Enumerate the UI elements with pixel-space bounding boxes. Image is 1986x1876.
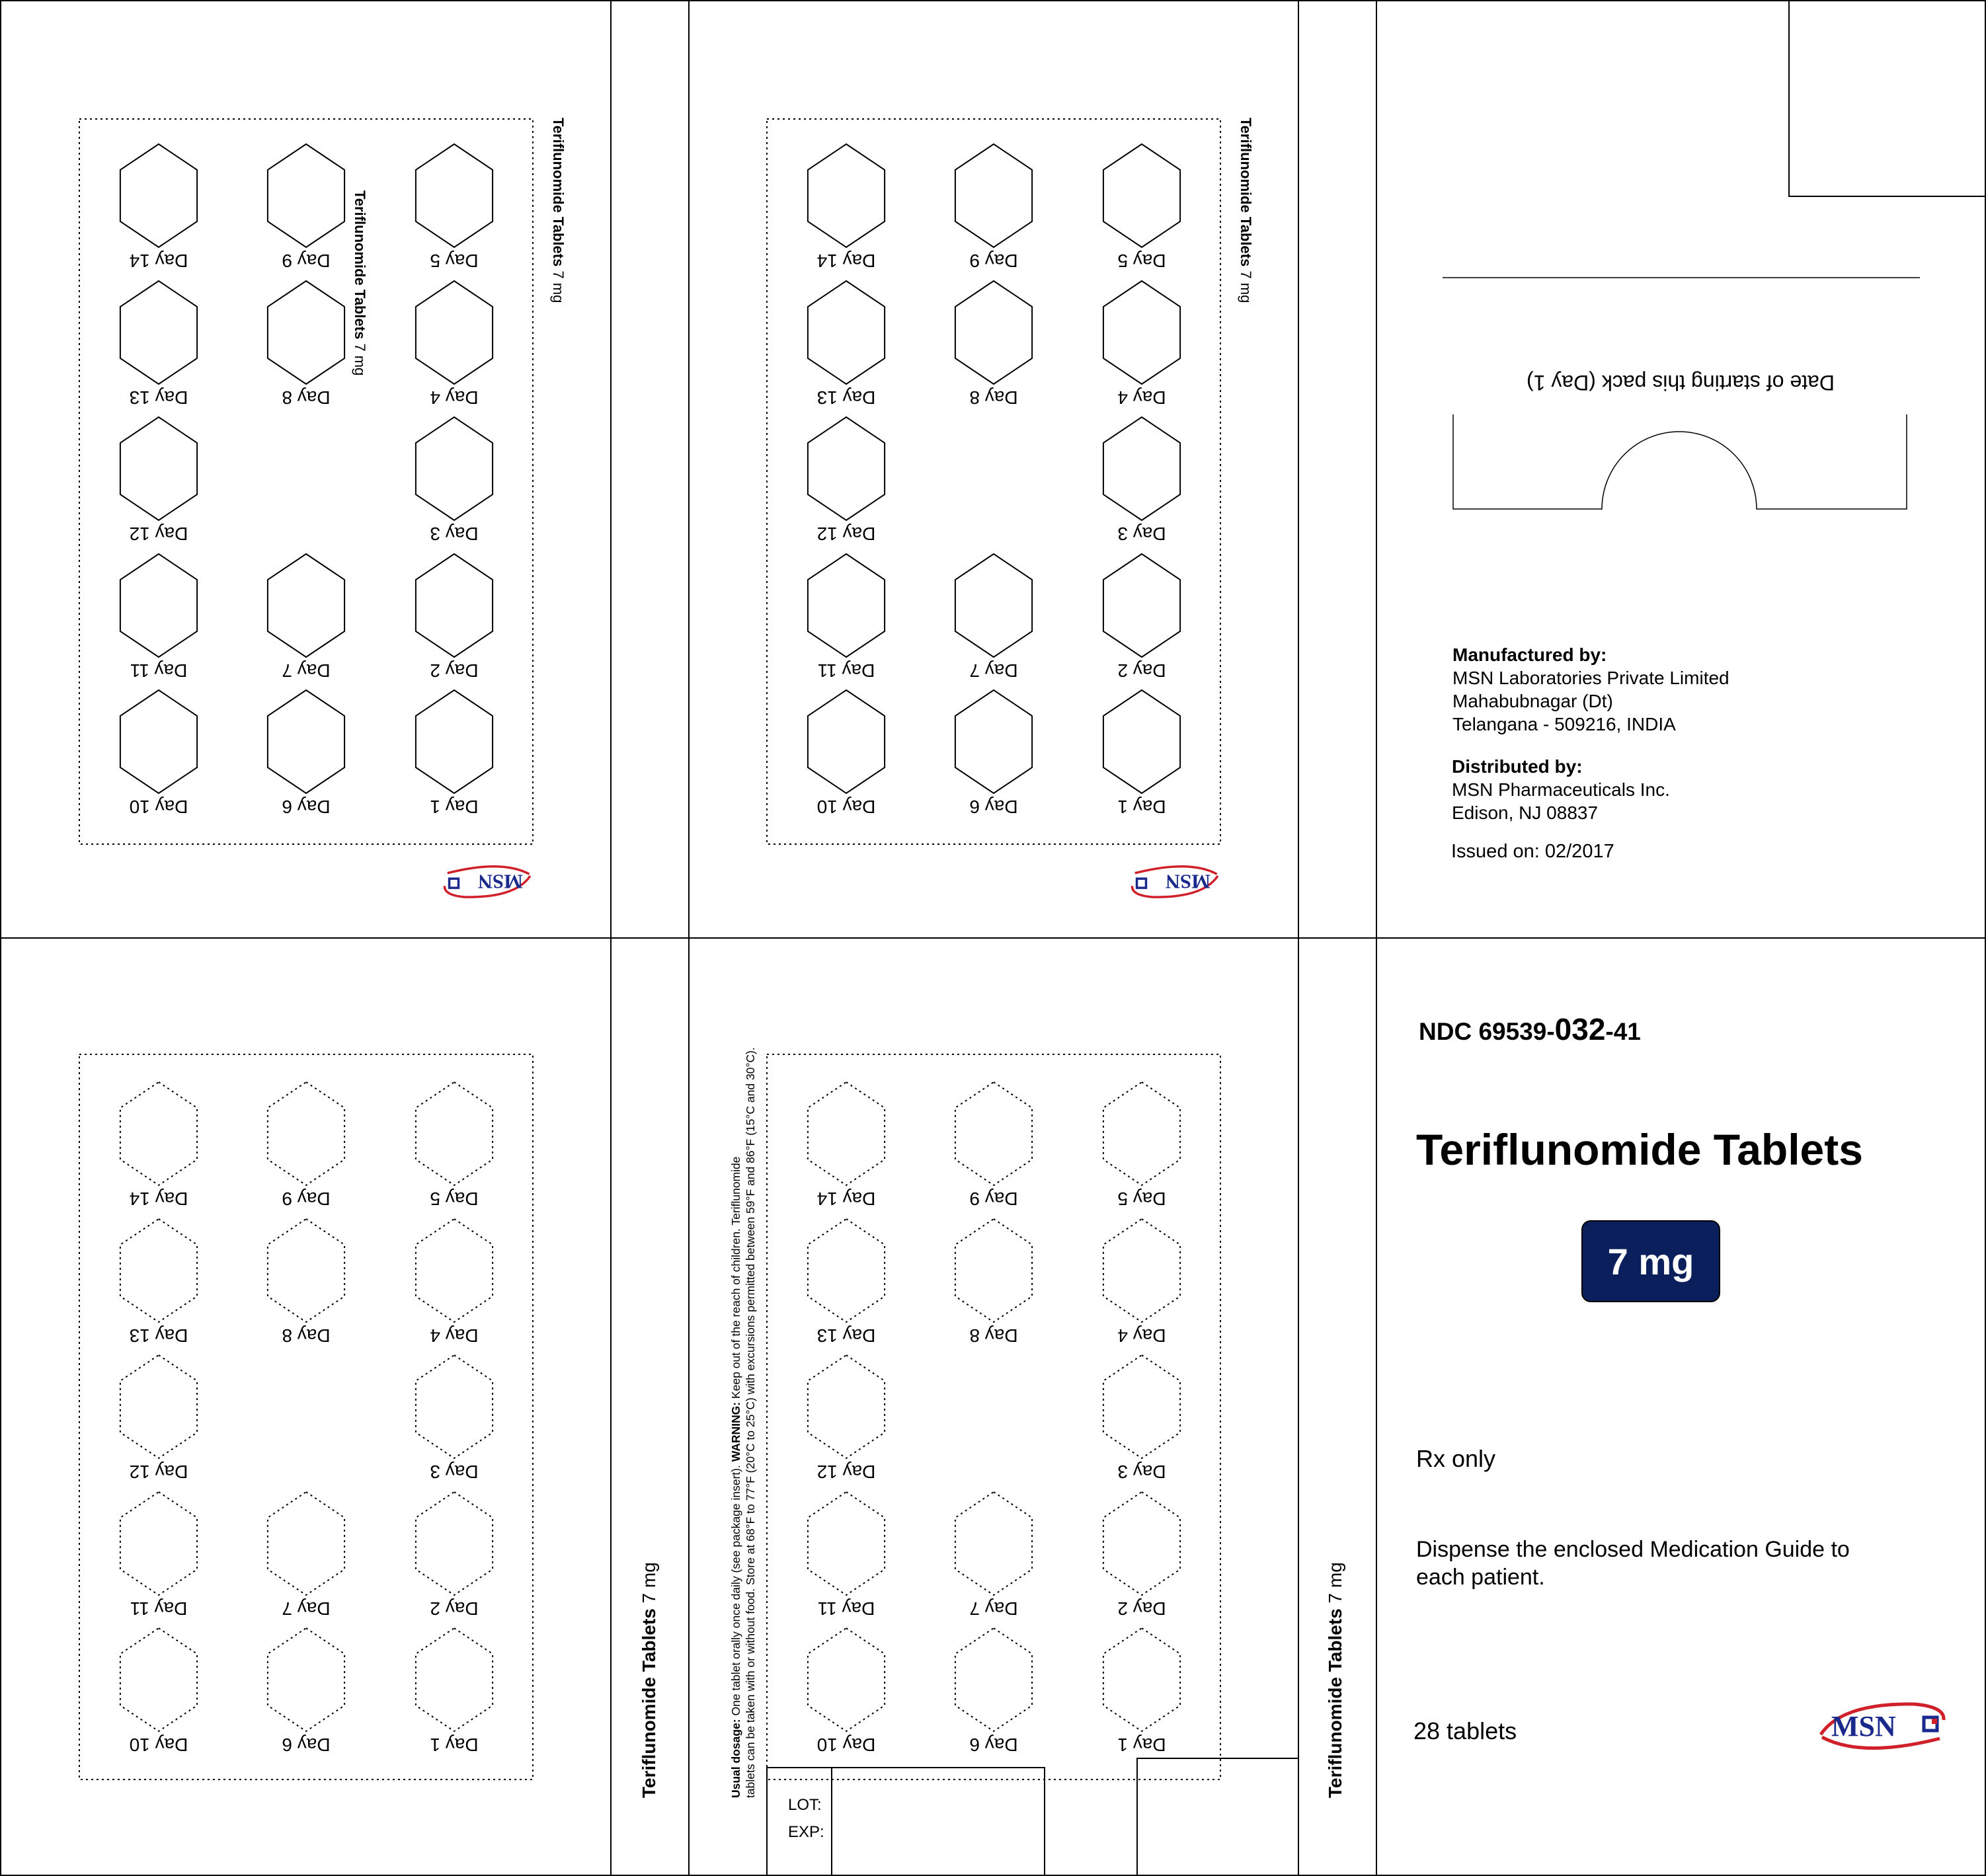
manufacturer-heading: Manufactured by: — [1452, 645, 1607, 665]
day-label-bm-d3: Day 3 — [1117, 1462, 1166, 1482]
blister-cavity-tm-d3 — [1103, 417, 1180, 520]
exp-label: EXP: — [788, 1823, 824, 1841]
blister-cavity-tl-d10 — [120, 690, 197, 793]
distributor-line-1: MSN Pharmaceuticals Inc. — [1452, 779, 1670, 800]
blister-cavity-bl-d13 — [120, 1219, 197, 1322]
day-label-tl-d5: Day 5 — [430, 251, 479, 271]
blister-label-1b-normal: 7 mg — [550, 266, 567, 303]
msn-logo-front — [1815, 1698, 1948, 1758]
blister-cavity-tl-d2 — [416, 554, 493, 657]
day-label-tm-d11: Day 11 — [817, 660, 875, 681]
blister-label-2-bold: Teriflunomide Tablets — [1238, 118, 1254, 267]
day-label-bl-d1: Day 1 — [430, 1735, 479, 1755]
day-label-tl-d4: Day 4 — [430, 387, 479, 408]
msn-logo-front-text: MSN — [1831, 1710, 1896, 1742]
msn-logo-blister-1-text: MSN — [477, 870, 523, 893]
day-label-bl-d13: Day 13 — [129, 1325, 188, 1346]
day-label-tl-d12: Day 12 — [129, 524, 188, 544]
blister-cavity-bm-d3 — [1103, 1355, 1180, 1458]
blister-cavity-bm-d4 — [1103, 1219, 1180, 1322]
day-label-bl-d3: Day 3 — [430, 1462, 479, 1482]
day-label-tm-d8: Day 8 — [969, 387, 1018, 408]
msn-logo-blister-2 — [1129, 859, 1222, 902]
blister-label-1-bold: Teriflunomide Tablets — [352, 190, 368, 340]
usage-text — [729, 1047, 758, 1798]
day-label-bm-d6: Day 6 — [969, 1735, 1018, 1755]
day-label-tm-d1: Day 1 — [1117, 797, 1166, 817]
day-label-bm-d8: Day 8 — [969, 1325, 1018, 1346]
blister-cavity-bm-d1 — [1103, 1628, 1180, 1731]
blister-cavity-bm-d12 — [808, 1355, 885, 1458]
blister-cavity-tm-d4 — [1103, 281, 1180, 384]
blister-cavity-bm-d11 — [808, 1492, 885, 1595]
blister-cavity-tl-d9 — [268, 144, 344, 247]
day-label-bl-d12: Day 12 — [129, 1462, 188, 1482]
blister-cavity-bl-d5 — [416, 1082, 493, 1185]
blister-cavity-tl-d4 — [416, 281, 493, 384]
blister-label-1b — [544, 118, 567, 488]
tablet-count: 28 tablets — [1413, 1717, 1517, 1744]
blister-cavity-bl-d2 — [416, 1492, 493, 1595]
blister-cavity-tm-d8 — [955, 281, 1032, 384]
blister-cavity-tl-d3 — [416, 417, 493, 520]
ndc-number — [1419, 1011, 1641, 1047]
msn-logo-blister-2-text: MSN — [1165, 870, 1211, 893]
issued-date: Issued on: 02/2017 — [1451, 841, 1614, 862]
day-label-bl-d4: Day 4 — [430, 1325, 479, 1346]
day-label-tm-d9: Day 9 — [969, 251, 1018, 271]
distributor-block — [1452, 755, 1670, 824]
ndc-prefix: NDC 69539- — [1419, 1018, 1555, 1045]
day-label-tm-d7: Day 7 — [969, 660, 1018, 681]
blister-cavity-tm-d6 — [955, 690, 1032, 793]
blister-cavity-bl-d4 — [416, 1219, 493, 1322]
side-flap-right-bold: Teriflunomide Tablets — [1325, 1608, 1345, 1798]
day-label-bl-d8: Day 8 — [282, 1325, 331, 1346]
day-label-tm-d13: Day 13 — [816, 387, 876, 408]
usage-line-1: Usual dosage: One tablet orally once daily (see package insert). WARNING: Keep out of the reach of children. Teriflunomide — [729, 1156, 742, 1798]
blister-cavity-bm-d7 — [955, 1492, 1032, 1595]
day-label-bm-d12: Day 12 — [816, 1462, 876, 1482]
msn-logo-blister-2-graphic — [1129, 859, 1222, 902]
product-title: Teriflunomide Tablets — [1416, 1125, 1863, 1174]
day-label-tm-d3: Day 3 — [1117, 524, 1166, 544]
blister-cavity-tm-d7 — [955, 554, 1032, 657]
blister-label-1b-bold: Teriflunomide Tablets — [550, 118, 567, 267]
blister-cavity-bl-d6 — [268, 1628, 344, 1731]
blister-label-2-normal: 7 mg — [1238, 266, 1254, 303]
day-label-bl-d5: Day 5 — [430, 1189, 479, 1209]
blister-cavity-tm-d1 — [1103, 690, 1180, 793]
day-label-bl-d2: Day 2 — [430, 1598, 479, 1619]
day-label-bm-d7: Day 7 — [969, 1598, 1018, 1619]
distributor-heading: Distributed by: — [1452, 756, 1583, 777]
blister-cavity-bm-d5 — [1103, 1082, 1180, 1185]
blister-cavity-tm-d9 — [955, 144, 1032, 247]
start-date-label: Date of starting this pack (Day 1) — [1527, 371, 1835, 395]
blister-cavity-bl-d14 — [120, 1082, 197, 1185]
blister-cavity-tm-d5 — [1103, 144, 1180, 247]
blister-cavity-bl-d8 — [268, 1219, 344, 1322]
blister-label-2 — [1232, 118, 1254, 488]
day-label-bl-d7: Day 7 — [282, 1598, 331, 1619]
strength-badge: 7 mg — [1581, 1220, 1720, 1302]
day-label-tm-d6: Day 6 — [969, 797, 1018, 817]
blister-cavity-tl-d14 — [120, 144, 197, 247]
blister-cavity-tm-d12 — [808, 417, 885, 520]
usage-line-2: tablets can be taken with or without food. Store at 68°F to 77°F (20°C to 25°C) with excursions permitted between 59°F and 86°F (15°C and 30°C). — [744, 1047, 757, 1798]
manufacturer-block — [1452, 643, 1729, 736]
side-flap-left-bold: Teriflunomide Tablets — [639, 1608, 659, 1798]
blister-cavity-bl-d3 — [416, 1355, 493, 1458]
blister-cavity-bl-d11 — [120, 1492, 197, 1595]
day-label-tm-d5: Day 5 — [1117, 251, 1166, 271]
blister-label-1-normal: 7 mg — [352, 339, 368, 376]
blister-cavity-tm-d14 — [808, 144, 885, 247]
blister-cavity-bm-d8 — [955, 1219, 1032, 1322]
side-flap-label-right — [1325, 1562, 1346, 1798]
day-label-tl-d11: Day 11 — [130, 660, 188, 681]
msn-logo-blister-1 — [442, 859, 534, 902]
day-label-tl-d8: Day 8 — [282, 387, 331, 408]
msn-logo-front-graphic — [1815, 1698, 1948, 1758]
msn-logo-blister-1-graphic — [442, 859, 534, 902]
day-label-bl-d10: Day 10 — [129, 1735, 188, 1755]
day-label-tm-d10: Day 10 — [816, 797, 876, 817]
blister-cavity-bl-d7 — [268, 1492, 344, 1595]
day-label-tm-d12: Day 12 — [816, 524, 876, 544]
day-label-tl-d13: Day 13 — [129, 387, 188, 408]
ndc-product: 032 — [1554, 1012, 1606, 1046]
manufacturer-line-1: MSN Laboratories Private Limited — [1452, 668, 1729, 688]
day-label-bm-d10: Day 10 — [816, 1735, 876, 1755]
manufacturer-line-2: Mahabubnagar (Dt) — [1452, 691, 1613, 711]
distributor-line-2: Edison, NJ 08837 — [1452, 802, 1599, 823]
day-label-bm-d9: Day 9 — [969, 1189, 1018, 1209]
blister-cavity-bm-d9 — [955, 1082, 1032, 1185]
blister-cavity-tm-d2 — [1103, 554, 1180, 657]
day-label-tm-d4: Day 4 — [1117, 387, 1166, 408]
blister-cavity-tl-d5 — [416, 144, 493, 247]
blister-cavity-bl-d10 — [120, 1628, 197, 1731]
blister-cavity-bm-d2 — [1103, 1492, 1180, 1595]
day-label-bl-d14: Day 14 — [129, 1189, 188, 1209]
day-label-tm-d14: Day 14 — [816, 251, 876, 271]
day-label-bm-d2: Day 2 — [1117, 1598, 1166, 1619]
blister-cavity-tl-d1 — [416, 690, 493, 793]
day-label-bm-d1: Day 1 — [1117, 1735, 1166, 1755]
day-label-bl-d6: Day 6 — [282, 1735, 331, 1755]
blister-cavity-bm-d6 — [955, 1628, 1032, 1731]
day-label-tl-d9: Day 9 — [282, 251, 331, 271]
day-label-tl-d10: Day 10 — [129, 797, 188, 817]
blister-cavity-bl-d12 — [120, 1355, 197, 1458]
day-label-bm-d11: Day 11 — [817, 1598, 875, 1619]
blister-label-1 — [346, 190, 368, 561]
day-label-tm-d2: Day 2 — [1117, 660, 1166, 681]
day-label-tl-d14: Day 14 — [129, 251, 188, 271]
blister-cavity-bl-d9 — [268, 1082, 344, 1185]
blister-cavity-tl-d13 — [120, 281, 197, 384]
ndc-suffix: -41 — [1605, 1018, 1641, 1045]
day-label-bl-d11: Day 11 — [130, 1598, 188, 1619]
side-flap-left-normal: 7 mg — [639, 1562, 659, 1609]
day-label-tl-d3: Day 3 — [430, 524, 479, 544]
day-label-tl-d1: Day 1 — [430, 797, 479, 817]
day-label-bm-d5: Day 5 — [1117, 1189, 1166, 1209]
manufacturer-line-3: Telangana - 509216, INDIA — [1452, 714, 1676, 734]
blister-cavity-tl-d12 — [120, 417, 197, 520]
blister-cavity-bl-d1 — [416, 1628, 493, 1731]
blister-cavity-tl-d8 — [268, 281, 344, 384]
blister-cavity-tm-d10 — [808, 690, 885, 793]
side-flap-label-left — [639, 1562, 660, 1798]
dispense-line-2: each patient. — [1416, 1565, 1545, 1590]
blister-cavity-tm-d13 — [808, 281, 885, 384]
blister-cavity-tl-d11 — [120, 554, 197, 657]
blister-cavity-tm-d11 — [808, 554, 885, 657]
day-label-bm-d4: Day 4 — [1117, 1325, 1166, 1346]
dispense-line-1: Dispense the enclosed Medication Guide to — [1416, 1537, 1850, 1562]
day-label-bl-d9: Day 9 — [282, 1189, 331, 1209]
rx-only: Rx only — [1416, 1445, 1496, 1472]
dispense-note — [1416, 1536, 1850, 1591]
day-label-tl-d2: Day 2 — [430, 660, 479, 681]
day-label-bm-d14: Day 14 — [816, 1189, 876, 1209]
blister-cavity-tl-d7 — [268, 554, 344, 657]
lot-label: LOT: — [788, 1796, 822, 1814]
blister-cavity-tl-d6 — [268, 690, 344, 793]
day-label-bm-d13: Day 13 — [816, 1325, 876, 1346]
day-label-tl-d7: Day 7 — [282, 660, 331, 681]
blister-cavity-bm-d14 — [808, 1082, 885, 1185]
blister-cavity-bm-d10 — [808, 1628, 885, 1731]
day-label-tl-d6: Day 6 — [282, 797, 331, 817]
blister-cavity-bm-d13 — [808, 1219, 885, 1322]
side-flap-right-normal: 7 mg — [1325, 1562, 1345, 1609]
